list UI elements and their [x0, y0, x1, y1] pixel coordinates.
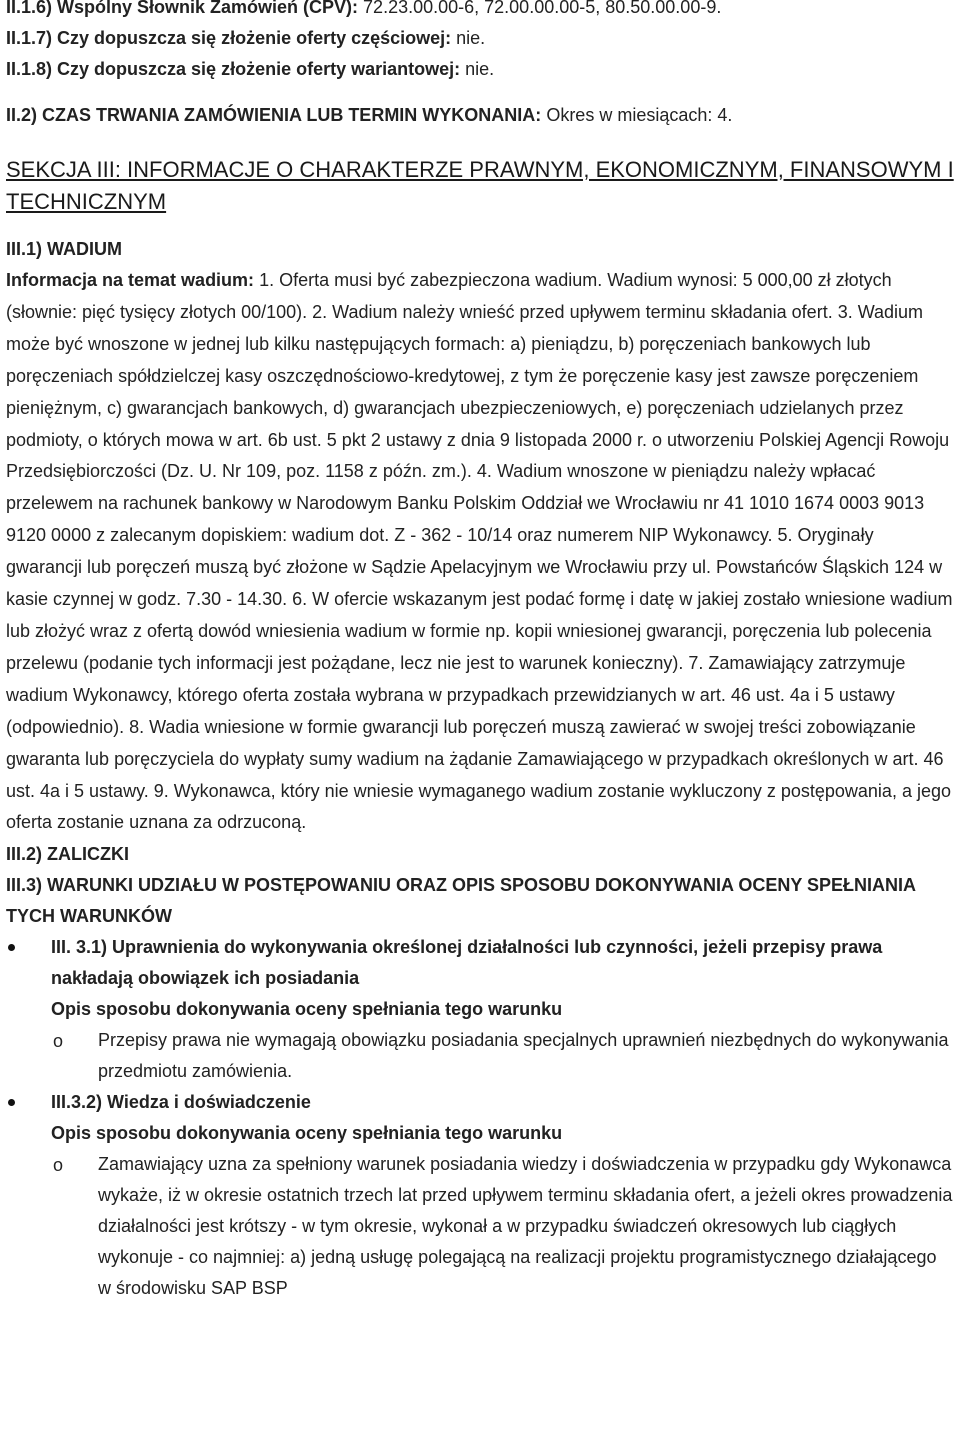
duration-label: II.2) CZAS TRWANIA ZAMÓWIENIA LUB TERMIN WYKONANIA:	[6, 105, 542, 125]
circle-bullet-icon: o	[53, 1031, 64, 1052]
condition-subitem	[51, 1025, 954, 1087]
duration-value: Okres w miesiącach: 4.	[541, 105, 733, 125]
zaliczki-heading: III.2) ZALICZKI	[6, 844, 129, 865]
wadium-heading: III.1) WADIUM	[6, 239, 122, 259]
duration-line	[6, 100, 954, 131]
section-3-title: SEKCJA III: INFORMACJE O CHARAKTERZE PRAWNYM, EKONOMICZNYM, FINANSOWYM I TECHNICZNYM	[6, 157, 954, 214]
warunki-heading: III.3) WARUNKI UDZIAŁU W POSTĘPOWANIU ORAZ OPIS SPOSOBU DOKONYWANIA OCENY SPEŁNIANIA TYCH WARUNKÓW	[6, 875, 916, 927]
bullet-icon	[8, 1099, 15, 1106]
variant-offer-line	[6, 54, 954, 85]
cpv-value: 72.23.00.00-6, 72.00.00.00-5, 80.50.00.00-9.	[358, 0, 722, 17]
variant-offer-value: nie.	[460, 59, 495, 79]
condition-desc-label: Opis sposobu dokonywania oceny spełniania tego warunku	[51, 1123, 563, 1144]
variant-offer-label: II.1.8) Czy dopuszcza się złożenie oferty wariantowej:	[6, 59, 461, 79]
condition-item	[6, 1087, 954, 1304]
conditions-list	[6, 932, 954, 1304]
condition-subitem	[51, 1149, 954, 1304]
wadium-body	[6, 265, 954, 839]
condition-desc-label: Opis sposobu dokonywania oceny spełniania tego warunku	[51, 999, 563, 1020]
partial-offer-value: nie.	[451, 28, 486, 48]
condition-subitem-text: Przepisy prawa nie wymagają obowiązku posiadania specjalnych uprawnień niezbędnych do wykonywania przedmiotu zamówienia.	[98, 1030, 949, 1082]
partial-offer-label: II.1.7) Czy dopuszcza się złożenie oferty częściowej:	[6, 28, 452, 48]
wadium-text: 1. Oferta musi być zabezpieczona wadium. Wadium wynosi: 5 000,00 zł złotych (słownie: pięć tysięcy złotych 00/100). 2. Wadium należy wnieść przed upływem terminu składania ofert. 3. Wadium może być wnoszone w jednej lub kilku następujących formach: a) pieniądzu, b) poręczeniach bankowych lub poręczeniach spółdzielczej kasy oszczędnościowo-kredytowej, z tym że poręczenie kasy jest zawsze poręczeniem pieniężnym, c) gwarancjach bankowych, d) gwarancjach ubezpieczeniowych, e) poręczeniach udzielanych przez podmioty, o których mowa w art. 6b ust. 5 pkt 2 ustawy z dnia 9 listopada 2000 r. o utworzeniu Polskiej Agencji Rowoju Przedsiębiorczości (Dz. U. Nr 109, poz. 1158 z późn. zm.). 4. Wadium wnoszone w pieniądzu należy wpłacać przelewem na rachunek bankowy w Narodowym Banku Polskim Oddział we Wrocławiu nr 41 1010 1674 0003 9013 9120 0000 z zalecanym dopiskiem: wadium dot. Z - 362 - 10/14 oraz numerem NIP Wykonawcy. 5. Oryginały gwarancji lub poręczeń muszą być złożone w Sądzie Apelacyjnym we Wrocławiu przy ul. Powstańców Śląskich 124 w kasie czynnej w godz. 7.30 - 14.30. 6. W ofercie wskazanym jest podać formę i datę w jakiej zostało wniesione wadium lub złożyć wraz z ofertą dowód wniesienia wadium w formie np. kopii wniesionej gwarancji, poręczenia lub polecenia przelewu (podanie tych informacji jest pożądane, lecz nie jest to warunek konieczny). 7. Zamawiający zatrzymuje wadium Wykonawcy, którego oferta została wybrana w przypadkach przewidzianych w art. 46 ust. 4a i 5 ustawy (odpowiednio). 8. Wadia wniesione w formie gwarancji lub poręczeń muszą zawierać w swojej treści zobowiązanie gwaranta lub poręczyciela do wypłaty sumy wadium na żądanie Zamawiającego w przypadkach określonych w art. 46 ust. 4a i 5 ustawy. 9. Wykonawca, który nie wniesie wymaganego wadium zostanie wykluczony z postępowania, a jego oferta zostanie uznana za odrzuconą.	[6, 270, 953, 833]
condition-title: III.3.2) Wiedza i doświadczenie	[51, 1092, 311, 1113]
wadium-info-label: Informacja na temat wadium:	[6, 270, 255, 290]
cpv-label: II.1.6) Wspólny Słownik Zamówień (CPV):	[6, 0, 359, 17]
partial-offer-line	[6, 23, 954, 54]
condition-item	[6, 932, 954, 1087]
condition-title: III. 3.1) Uprawnienia do wykonywania określonej działalności lub czynności, jeżeli przepisy prawa nakładają obowiązek ich posiadania	[51, 937, 883, 989]
cpv-line	[6, 0, 954, 23]
circle-bullet-icon: o	[53, 1155, 64, 1176]
condition-subitem-text: Zamawiający uzna za spełniony warunek posiadania wiedzy i doświadczenia w przypadku gdy Wykonawca wykaże, iż w okresie ostatnich trzech lat przed upływem terminu składania ofert, a jeżeli okres prowadzenia działalności jest krótszy - w tym okresie, wykonał a w przypadku świadczeń okresowych lub ciągłych wykonuje - co najmniej: a) jedną usługę polegającą na realizacji projektu programistycznego działającego w środowisku SAP BSP	[98, 1154, 953, 1299]
bullet-icon	[8, 944, 15, 951]
